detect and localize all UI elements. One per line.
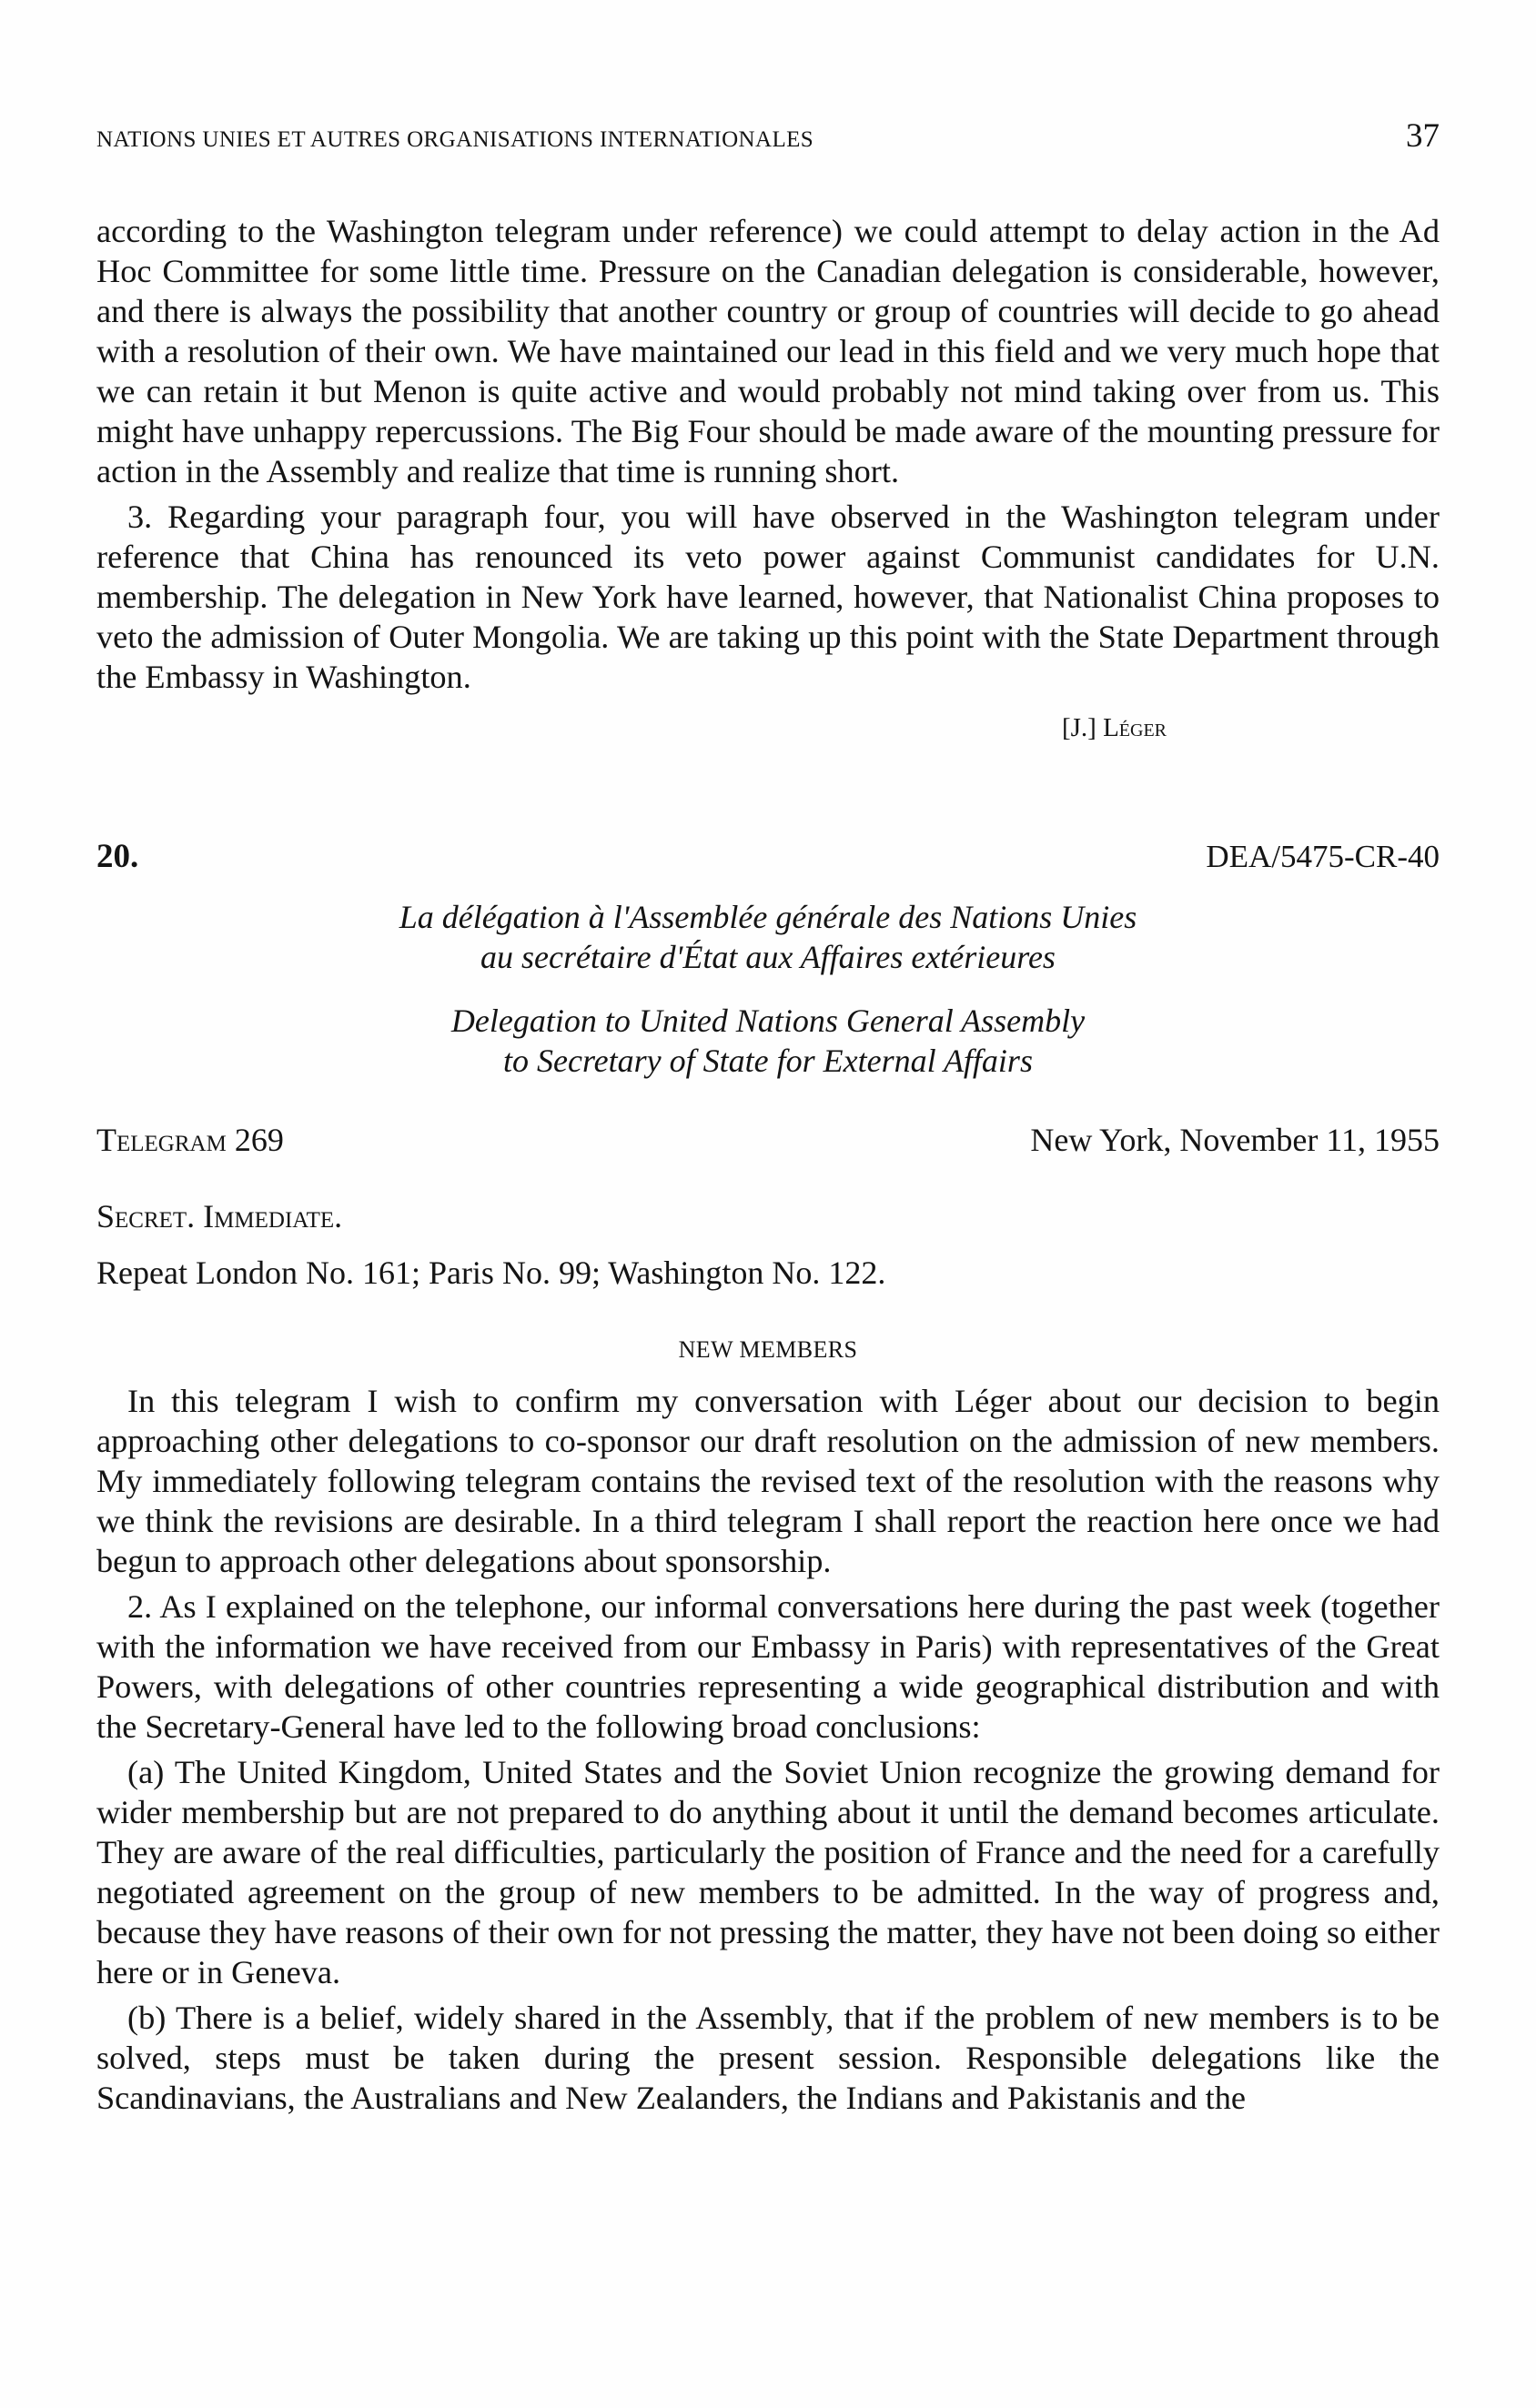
french-heading (96, 897, 1440, 977)
page-number: 37 (1406, 117, 1440, 155)
paragraph: In this telegram I wish to confirm my conversation with Léger about our decision to begin approaching other delegations to co-sponsor our draft resolution on the admission of new members. My immediately following telegram contains the revised text of the resolution with the reasons why we think the revisions are desirable. In a third telegram I shall report the reaction here once we had begun to approach other delegations about sponsorship. (96, 1383, 1440, 1579)
subject-heading: NEW MEMBERS (678, 1336, 858, 1363)
english-heading-line: to Secretary of State for External Affairs (503, 1043, 1033, 1079)
english-heading-line: Delegation to United Nations General Assembly (450, 1002, 1086, 1039)
telegram-body (96, 1381, 1440, 2118)
english-heading (96, 1001, 1440, 1081)
running-title: NATIONS UNIES ET AUTRES ORGANISATIONS INTERNATIONALES (96, 127, 814, 152)
document-header (96, 837, 1440, 876)
paragraph: (b) There is a belief, widely shared in the Assembly, that if the problem of new members is to be solved, steps must be taken during the present session. Responsible delegations like the Scandinavians, the Australians and New Zealanders, the Indians and Pakistanis and the (96, 2000, 1440, 2116)
document-reference: DEA/5475-CR-40 (1206, 839, 1440, 874)
document-number: 20. (96, 838, 139, 875)
french-heading-line: La délégation à l'Assemblée générale des Nations Unies (399, 899, 1137, 935)
continued-text (96, 211, 1440, 748)
paragraph: 3. Regarding your paragraph four, you will have observed in the Washington telegram under reference that China has renounced its veto power against Communist candidates for U.N. membership. The delegation in New York have learned, however, that Nationalist China proposes to veto the admission of Outer Mongolia. We are taking up this point with the State Department through the Embassy in Washington. (96, 499, 1440, 695)
paragraph: (a) The United Kingdom, United States and the Soviet Union recognize the growing demand for wider membership but are not prepared to do anything about it until the demand becomes articulate. They are aware of the real difficulties, particularly the position of France and the need for a carefully negotiated agreement on the group of new members to be admitted. In the way of progress and, because they have reasons of their own for not pressing the matter, they have not been doing so either here or in Geneva. (96, 1754, 1440, 1990)
classification: Secret. Immediate. (96, 1198, 343, 1234)
classification-line (96, 1197, 1440, 1235)
paragraph: according to the Washington telegram under reference) we could attempt to delay action in the Ad Hoc Committee for some little time. Pressure on the Canadian delegation is considerable, however, and there is always the possibility that another country or group of countries will decide to go ahead with a resolution of their own. We have maintained our lead in this field and we very much hope that we can retain it but Menon is quite active and would probably not mind taking over from us. This might have unhappy repercussions. The Big Four should be made aware of the mounting pressure for action in the Assembly and realize that time is running short. (96, 213, 1440, 489)
telegram-line (96, 1121, 1440, 1159)
paragraph: 2. As I explained on the telephone, our informal conversations here during the past week (together with the information we have received from our Embassy in Paris) with representatives of the Great Powers, with delegations of other countries representing a wide geographical distribution and with the Secretary-General have led to the following broad conclusions: (96, 1588, 1440, 1745)
signature: [J.] Léger (1061, 713, 1167, 742)
running-head (96, 116, 1440, 156)
telegram-number: Telegram 269 (96, 1122, 284, 1158)
repeat-info: Repeat London No. 161; Paris No. 99; Washington No. 122. (96, 1254, 886, 1291)
french-heading-line: au secrétaire d'État aux Affaires extérieures (480, 939, 1056, 975)
place-date: New York, November 11, 1955 (1030, 1122, 1440, 1158)
repeat-line (96, 1254, 1440, 1292)
